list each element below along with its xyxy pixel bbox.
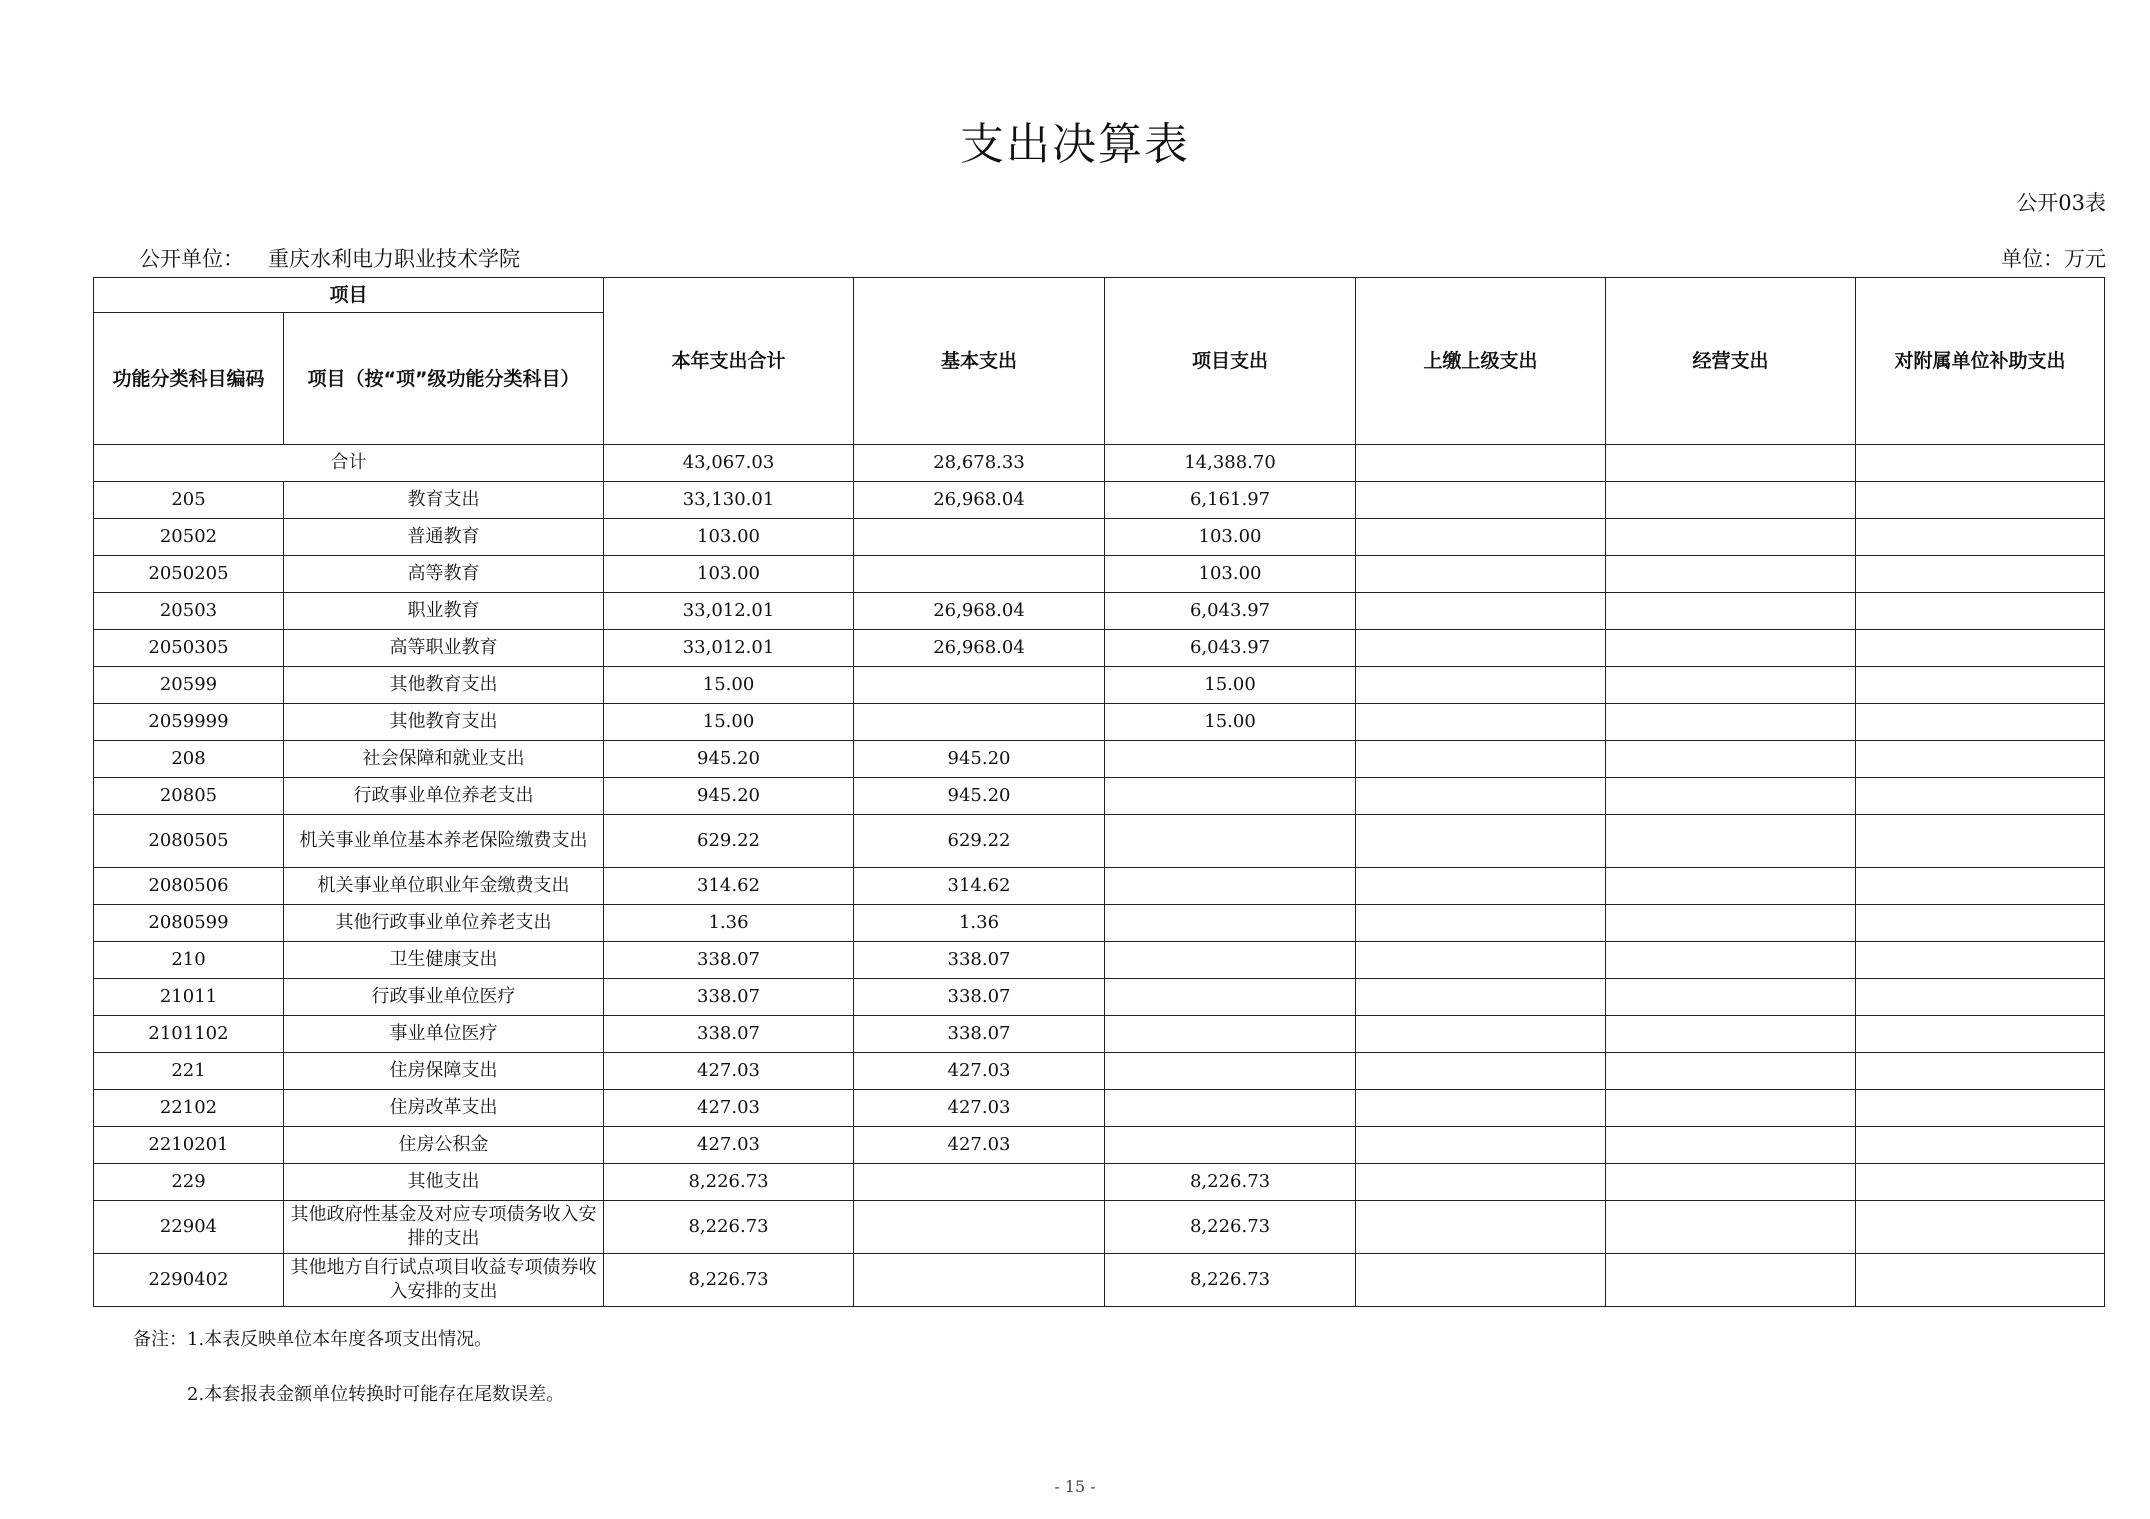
row-value xyxy=(854,1201,1105,1254)
row-value xyxy=(1856,556,2105,593)
row-name: 高等职业教育 xyxy=(284,630,604,667)
row-value xyxy=(1356,593,1606,630)
row-value xyxy=(1856,979,2105,1016)
row-name: 机关事业单位基本养老保险缴费支出 xyxy=(284,815,604,868)
row-value: 33,130.01 xyxy=(604,482,854,519)
total-value: 28,678.33 xyxy=(854,445,1105,482)
total-value: 43,067.03 xyxy=(604,445,854,482)
row-value xyxy=(1606,1127,1856,1164)
row-value xyxy=(1356,1127,1606,1164)
table-row xyxy=(94,519,2105,556)
row-name: 高等教育 xyxy=(284,556,604,593)
reporting-unit-name: 重庆水利电力职业技术学院 xyxy=(268,247,520,271)
row-value: 26,968.04 xyxy=(854,630,1105,667)
row-value: 338.07 xyxy=(854,1016,1105,1053)
row-value: 15.00 xyxy=(604,704,854,741)
row-code: 2210201 xyxy=(94,1127,284,1164)
total-row xyxy=(94,445,2105,482)
row-value: 427.03 xyxy=(854,1090,1105,1127)
row-value: 338.07 xyxy=(604,942,854,979)
row-value xyxy=(854,1254,1105,1307)
row-value xyxy=(1606,1090,1856,1127)
row-value xyxy=(1856,667,2105,704)
row-value: 945.20 xyxy=(604,778,854,815)
table-row xyxy=(94,868,2105,905)
row-value xyxy=(1856,482,2105,519)
row-name: 社会保障和就业支出 xyxy=(284,741,604,778)
row-name: 住房改革支出 xyxy=(284,1090,604,1127)
row-value: 6,161.97 xyxy=(1105,482,1356,519)
row-code: 229 xyxy=(94,1164,284,1201)
row-value: 33,012.01 xyxy=(604,630,854,667)
row-name: 教育支出 xyxy=(284,482,604,519)
row-value: 338.07 xyxy=(854,942,1105,979)
row-value xyxy=(1356,667,1606,704)
row-code: 2101102 xyxy=(94,1016,284,1053)
row-name: 卫生健康支出 xyxy=(284,942,604,979)
page-title: 支出决算表 xyxy=(960,119,1190,170)
row-value xyxy=(1356,1201,1606,1254)
table-row xyxy=(94,1201,2105,1254)
table-row xyxy=(94,704,2105,741)
row-value xyxy=(1105,741,1356,778)
row-value xyxy=(1105,815,1356,868)
table-row xyxy=(94,778,2105,815)
row-value: 945.20 xyxy=(854,778,1105,815)
row-value: 8,226.73 xyxy=(1105,1164,1356,1201)
row-value xyxy=(1606,942,1856,979)
table-row xyxy=(94,1053,2105,1090)
row-value xyxy=(1356,979,1606,1016)
row-code: 2050305 xyxy=(94,630,284,667)
row-value: 26,968.04 xyxy=(854,593,1105,630)
row-value xyxy=(1856,1201,2105,1254)
row-value xyxy=(854,556,1105,593)
row-value xyxy=(1356,905,1606,942)
row-value: 6,043.97 xyxy=(1105,630,1356,667)
row-value xyxy=(1606,741,1856,778)
reporting-unit-label: 公开单位： xyxy=(139,247,244,271)
row-code: 2080505 xyxy=(94,815,284,868)
row-value: 15.00 xyxy=(604,667,854,704)
table-row xyxy=(94,1164,2105,1201)
row-value xyxy=(854,1164,1105,1201)
row-code: 221 xyxy=(94,1053,284,1090)
row-name: 行政事业单位养老支出 xyxy=(284,778,604,815)
row-value xyxy=(1606,905,1856,942)
row-value: 103.00 xyxy=(1105,556,1356,593)
row-code: 2080506 xyxy=(94,868,284,905)
total-value xyxy=(1856,445,2105,482)
header-col-basic: 基本支出 xyxy=(854,278,1105,445)
row-value xyxy=(1356,704,1606,741)
row-value xyxy=(1856,778,2105,815)
total-value xyxy=(1356,445,1606,482)
row-value xyxy=(1856,704,2105,741)
row-value xyxy=(1606,667,1856,704)
row-code: 2080599 xyxy=(94,905,284,942)
row-value: 338.07 xyxy=(854,979,1105,1016)
row-value xyxy=(1606,519,1856,556)
row-value xyxy=(1606,815,1856,868)
row-value: 427.03 xyxy=(604,1127,854,1164)
row-value xyxy=(1856,741,2105,778)
header-col-total: 本年支出合计 xyxy=(604,278,854,445)
row-value xyxy=(1356,1164,1606,1201)
row-value xyxy=(1105,868,1356,905)
row-value xyxy=(1606,630,1856,667)
row-value xyxy=(1606,704,1856,741)
row-value xyxy=(1856,1016,2105,1053)
row-value xyxy=(1856,1090,2105,1127)
row-value: 629.22 xyxy=(854,815,1105,868)
row-value xyxy=(1856,1127,2105,1164)
row-value: 427.03 xyxy=(604,1053,854,1090)
row-value: 15.00 xyxy=(1105,667,1356,704)
row-value xyxy=(1105,1127,1356,1164)
row-value: 1.36 xyxy=(854,905,1105,942)
table-row xyxy=(94,667,2105,704)
row-code: 2059999 xyxy=(94,704,284,741)
row-value xyxy=(1606,1254,1856,1307)
row-value xyxy=(1105,1053,1356,1090)
table-row xyxy=(94,1016,2105,1053)
row-code: 20503 xyxy=(94,593,284,630)
row-value xyxy=(1606,1016,1856,1053)
row-value xyxy=(1356,1016,1606,1053)
row-name: 其他支出 xyxy=(284,1164,604,1201)
row-value xyxy=(1105,1016,1356,1053)
row-code: 2050205 xyxy=(94,556,284,593)
row-name: 其他教育支出 xyxy=(284,704,604,741)
row-value: 945.20 xyxy=(854,741,1105,778)
total-value: 14,388.70 xyxy=(1105,445,1356,482)
row-value: 8,226.73 xyxy=(604,1164,854,1201)
row-value xyxy=(1105,778,1356,815)
row-value xyxy=(1105,1090,1356,1127)
row-code: 210 xyxy=(94,942,284,979)
row-value: 6,043.97 xyxy=(1105,593,1356,630)
row-value xyxy=(1356,778,1606,815)
row-value: 15.00 xyxy=(1105,704,1356,741)
row-value: 427.03 xyxy=(854,1127,1105,1164)
row-value: 1.36 xyxy=(604,905,854,942)
table-row xyxy=(94,556,2105,593)
row-value xyxy=(1606,593,1856,630)
row-name: 其他行政事业单位养老支出 xyxy=(284,905,604,942)
row-value xyxy=(1356,1053,1606,1090)
row-name: 住房保障支出 xyxy=(284,1053,604,1090)
row-value xyxy=(1356,1090,1606,1127)
row-value: 8,226.73 xyxy=(1105,1254,1356,1307)
table-row xyxy=(94,1127,2105,1164)
row-value xyxy=(1105,979,1356,1016)
row-value xyxy=(1606,979,1856,1016)
note-1: 备注：1.本表反映单位本年度各项支出情况。 xyxy=(133,1329,493,1350)
row-value xyxy=(1856,905,2105,942)
table-row xyxy=(94,630,2105,667)
row-value: 103.00 xyxy=(1105,519,1356,556)
row-value xyxy=(1856,593,2105,630)
table-row xyxy=(94,979,2105,1016)
header-item: 项目（按“项”级功能分类科目） xyxy=(284,313,604,445)
reporting-unit xyxy=(139,243,520,273)
row-value: 8,226.73 xyxy=(1105,1201,1356,1254)
table-row xyxy=(94,1090,2105,1127)
row-value xyxy=(1606,868,1856,905)
row-value xyxy=(1856,1254,2105,1307)
row-name: 行政事业单位医疗 xyxy=(284,979,604,1016)
row-value xyxy=(1856,1164,2105,1201)
row-code: 20805 xyxy=(94,778,284,815)
table-row xyxy=(94,1254,2105,1307)
row-name: 事业单位医疗 xyxy=(284,1016,604,1053)
row-value: 945.20 xyxy=(604,741,854,778)
row-name: 住房公积金 xyxy=(284,1127,604,1164)
table-row xyxy=(94,815,2105,868)
row-value xyxy=(854,704,1105,741)
row-value: 314.62 xyxy=(604,868,854,905)
row-value xyxy=(1356,519,1606,556)
row-value xyxy=(1105,905,1356,942)
row-value: 33,012.01 xyxy=(604,593,854,630)
row-code: 20502 xyxy=(94,519,284,556)
row-code: 21011 xyxy=(94,979,284,1016)
header-row-1 xyxy=(94,278,2105,313)
row-value xyxy=(1356,868,1606,905)
header-code: 功能分类科目编码 xyxy=(94,313,284,445)
row-value: 8,226.73 xyxy=(604,1254,854,1307)
row-name: 机关事业单位职业年金缴费支出 xyxy=(284,868,604,905)
row-value xyxy=(1606,1053,1856,1090)
row-name: 其他地方自行试点项目收益专项债券收入安排的支出 xyxy=(284,1254,604,1307)
row-value xyxy=(1856,630,2105,667)
row-value xyxy=(1356,630,1606,667)
row-name: 普通教育 xyxy=(284,519,604,556)
row-value xyxy=(1356,1254,1606,1307)
row-value xyxy=(1856,815,2105,868)
row-value xyxy=(854,519,1105,556)
row-value: 103.00 xyxy=(604,519,854,556)
table-body xyxy=(94,445,2105,1307)
row-value xyxy=(854,667,1105,704)
header-col-operating: 经营支出 xyxy=(1606,278,1856,445)
row-value xyxy=(1606,556,1856,593)
table-row xyxy=(94,942,2105,979)
row-code: 22904 xyxy=(94,1201,284,1254)
row-value xyxy=(1606,1164,1856,1201)
header-col-remit-superior: 上缴上级支出 xyxy=(1356,278,1606,445)
row-value xyxy=(1856,519,2105,556)
table-row xyxy=(94,482,2105,519)
table-number: 公开03表 xyxy=(2016,191,2106,215)
row-value xyxy=(1606,778,1856,815)
money-unit: 单位：万元 xyxy=(2001,247,2106,271)
total-label: 合计 xyxy=(94,445,604,482)
row-value: 26,968.04 xyxy=(854,482,1105,519)
header-col-subsidy: 对附属单位补助支出 xyxy=(1856,278,2105,445)
row-name: 其他政府性基金及对应专项债务收入安排的支出 xyxy=(284,1201,604,1254)
row-value xyxy=(1356,815,1606,868)
page-number: - 15 - xyxy=(1054,1477,1096,1496)
table-row xyxy=(94,905,2105,942)
row-value: 338.07 xyxy=(604,1016,854,1053)
row-name: 其他教育支出 xyxy=(284,667,604,704)
row-value xyxy=(1356,556,1606,593)
table-row xyxy=(94,593,2105,630)
row-value: 629.22 xyxy=(604,815,854,868)
row-value: 338.07 xyxy=(604,979,854,1016)
row-value xyxy=(1856,1053,2105,1090)
row-value xyxy=(1105,942,1356,979)
row-value xyxy=(1606,1201,1856,1254)
row-value xyxy=(1356,482,1606,519)
row-value xyxy=(1356,942,1606,979)
row-value xyxy=(1356,741,1606,778)
row-value: 427.03 xyxy=(854,1053,1105,1090)
row-code: 22102 xyxy=(94,1090,284,1127)
row-code: 2290402 xyxy=(94,1254,284,1307)
table-row xyxy=(94,741,2105,778)
row-value xyxy=(1856,942,2105,979)
row-value: 314.62 xyxy=(854,868,1105,905)
total-value xyxy=(1606,445,1856,482)
row-value: 103.00 xyxy=(604,556,854,593)
header-project-group: 项目 xyxy=(94,278,604,313)
row-code: 205 xyxy=(94,482,284,519)
row-name: 职业教育 xyxy=(284,593,604,630)
row-value xyxy=(1856,868,2105,905)
row-value: 8,226.73 xyxy=(604,1201,854,1254)
note-2: 2.本套报表金额单位转换时可能存在尾数误差。 xyxy=(187,1384,565,1405)
row-code: 208 xyxy=(94,741,284,778)
row-value xyxy=(1606,482,1856,519)
header-col-project: 项目支出 xyxy=(1105,278,1356,445)
row-value: 427.03 xyxy=(604,1090,854,1127)
expenditure-table xyxy=(93,277,2105,1307)
row-code: 20599 xyxy=(94,667,284,704)
